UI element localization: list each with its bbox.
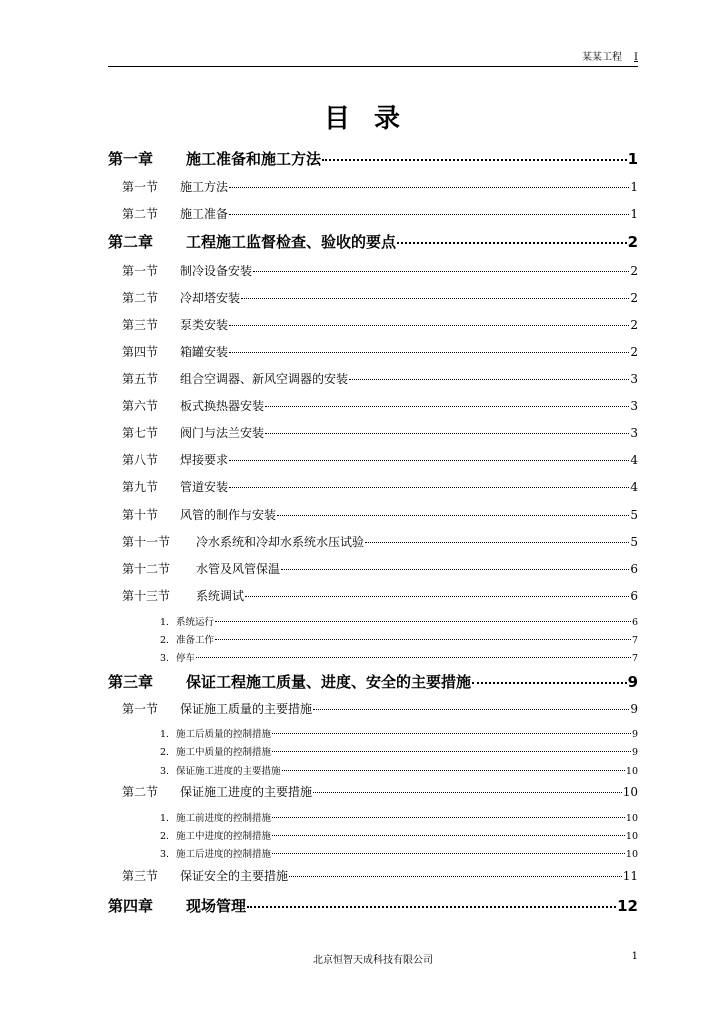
toc-entry-label: 1. [160,617,170,628]
toc-chapter-entry[interactable] [108,231,638,252]
toc-entry-text: 系统调试 [196,589,245,603]
dot-leader [265,405,629,407]
toc-subitem-entry[interactable] [108,810,638,824]
footer-company: 北京恒智天成科技有限公司 [313,955,433,966]
toc-entry-text: 冷却塔安装 [180,291,241,305]
toc-section-entry[interactable] [108,700,638,717]
toc-entry-text: 冷水系统和冷却水系统水压试验 [196,535,365,549]
toc-entry-text: 现场管理 [186,897,247,915]
dot-leader [253,270,629,272]
toc-subitem-entry[interactable] [108,726,638,740]
toc-entry-page: 2 [630,264,638,278]
page-header [108,48,638,67]
toc-section-entry[interactable] [108,205,638,222]
toc-entry-page: 2 [627,233,638,251]
toc-entry-page: 2 [630,318,638,332]
toc-entry-text: 板式换热器安装 [180,399,265,413]
toc-entry-page: 6 [630,562,638,576]
toc-entry-text: 施工中进度的控制措施 [176,831,272,842]
toc-subitem-entry[interactable] [108,650,638,664]
toc-section-entry[interactable] [108,397,638,414]
toc-entry-text: 保证施工进度的主要措施 [176,766,281,777]
toc-section-entry[interactable] [108,867,638,884]
toc-section-entry[interactable] [108,262,638,279]
toc-entry-page: 3 [630,372,638,386]
header-page-number: I [634,52,638,63]
toc-entry-page: 9 [627,673,638,691]
dot-leader [272,816,625,818]
dot-leader [322,158,627,161]
dot-leader [472,681,627,684]
dot-leader [229,324,629,326]
dot-leader [229,213,629,215]
toc-entry-text: 施工准备 [180,207,229,221]
toc-entry-text: 施工准备和施工方法 [186,150,322,168]
toc-entry-text: 制冷设备安装 [180,264,253,278]
toc-section-entry[interactable] [108,560,638,577]
toc-entry-page: 5 [630,508,638,522]
toc-entry-label: 第三节 [122,318,159,332]
toc-subitem-entry[interactable] [108,846,638,860]
toc-entry-page: 10 [625,766,638,777]
toc-entry-label: 第四节 [122,345,159,359]
toc-entry-page: 4 [630,480,638,494]
dot-leader [272,732,631,734]
toc-entry-text: 箱罐安装 [180,345,229,359]
dot-leader [229,351,629,353]
toc-entry-label: 第九节 [122,480,159,494]
toc-entry-text: 保证工程施工质量、进度、安全的主要措施 [186,673,472,691]
toc-entry-label: 第二节 [122,207,159,221]
toc-chapter-entry[interactable] [108,895,638,916]
toc-entry-text: 风管的制作与安装 [180,508,277,522]
dot-leader [397,241,627,244]
toc-section-entry[interactable] [108,478,638,495]
toc-entry-text: 工程施工监督检查、验收的要点 [186,233,397,251]
dot-leader [272,750,631,752]
toc-entry-text: 组合空调器、新风空调器的安装 [180,372,349,386]
toc-entry-label: 第三章 [108,673,154,691]
dot-leader [281,568,629,570]
toc-section-entry[interactable] [108,370,638,387]
toc-entry-label: 1. [160,813,170,824]
toc-entry-label: 第七节 [122,426,159,440]
dot-leader [229,186,629,188]
dot-leader [289,875,622,877]
toc-chapter-entry[interactable] [108,671,638,692]
toc-subitem-entry[interactable] [108,632,638,646]
toc-entry-page: 1 [630,180,638,194]
dot-leader [241,297,629,299]
toc-entry-text: 管道安装 [180,480,229,494]
toc-entry-page: 1 [627,150,638,168]
toc-section-entry[interactable] [108,343,638,360]
toc-entry-page: 4 [630,453,638,467]
toc-entry-text: 施工后质量的控制措施 [176,729,272,740]
toc-entry-page: 2 [630,291,638,305]
dot-leader [349,378,629,380]
toc-entry-label: 第三节 [122,869,159,883]
toc-entry-text: 保证安全的主要措施 [180,869,289,883]
toc-entry-text: 施工后进度的控制措施 [176,849,272,860]
dot-leader [277,514,629,516]
dot-leader [282,769,625,771]
toc-entry-page: 6 [631,617,638,628]
toc-entry-text: 系统运行 [176,617,215,628]
toc-entry-label: 第十节 [122,508,159,522]
toc-entry-text: 水管及风管保温 [196,562,281,576]
toc-entry-text: 泵类安装 [180,318,229,332]
toc-entry-label: 第六节 [122,399,159,413]
toc-entry-page: 9 [630,702,638,716]
toc-section-entry[interactable] [108,178,638,195]
dot-leader [245,595,629,597]
toc-entry-text: 阀门与法兰安装 [180,426,265,440]
toc-entry-label: 第一节 [122,180,159,194]
toc-entry-text: 保证施工进度的主要措施 [180,785,313,799]
toc-entry-label: 2. [160,747,170,758]
toc-title: 目录 [323,104,424,134]
toc-entry-page: 10 [622,785,638,799]
dot-leader [215,638,631,640]
dot-leader [229,459,629,461]
toc-entry-page: 5 [630,535,638,549]
toc-entry-page: 10 [625,813,638,824]
toc-chapter-entry[interactable] [108,148,638,169]
toc-entry-label: 第八节 [122,453,159,467]
toc-entry-label: 第二节 [122,291,159,305]
toc-section-entry[interactable] [108,289,638,306]
toc-entry-page: 9 [631,729,638,740]
dot-leader [272,834,625,836]
dot-leader [196,656,631,658]
toc-section-entry[interactable] [108,533,638,550]
toc-entry-label: 第十二节 [122,562,171,576]
toc-entry-page: 9 [631,747,638,758]
toc-entry-page: 3 [630,399,638,413]
toc-entry-label: 第十三节 [122,589,171,603]
toc-entry-label: 第四章 [108,897,154,915]
toc-entry-text: 保证施工质量的主要措施 [180,702,313,716]
toc-entry-page: 7 [631,635,638,646]
toc-entry-page: 2 [630,345,638,359]
toc-subitem-entry[interactable] [108,614,638,628]
toc-entry-label: 第一章 [108,150,154,168]
dot-leader [215,620,631,622]
toc-entry-page: 3 [630,426,638,440]
toc-subitem-entry[interactable] [108,744,638,758]
toc-entry-page: 6 [630,589,638,603]
dot-leader [229,486,629,488]
dot-leader [272,852,625,854]
toc-entry-text: 施工方法 [180,180,229,194]
dot-leader [313,708,629,710]
dot-leader [313,791,622,793]
toc-section-entry[interactable] [108,506,638,523]
toc-entry-label: 3. [160,766,170,777]
toc-subitem-entry[interactable] [108,828,638,842]
toc-entry-text: 焊接要求 [180,453,229,467]
toc-entry-label: 2. [160,635,170,646]
toc-entry-page: 11 [622,869,638,883]
toc-entry-label: 第一节 [122,264,159,278]
toc-entry-text: 施工中质量的控制措施 [176,747,272,758]
toc-entry-label: 1. [160,729,170,740]
toc-entry-label: 第五节 [122,372,159,386]
toc-entry-page: 7 [631,653,638,664]
toc-entry-label: 第二节 [122,785,159,799]
toc-section-entry[interactable] [108,316,638,333]
toc-entry-text: 施工前进度的控制措施 [176,813,272,824]
toc-section-entry[interactable] [108,783,638,800]
toc-entry-label: 3. [160,849,170,860]
toc-entry-page: 1 [630,207,638,221]
toc-section-entry[interactable] [108,587,638,604]
header-project-name: 某某工程 [582,52,623,63]
toc-entry-page: 12 [617,897,638,915]
toc-section-entry[interactable] [108,451,638,468]
dot-leader [265,432,629,434]
toc-entry-text: 停车 [176,653,196,664]
toc-entry-label: 第二章 [108,233,154,251]
toc-entry-page: 10 [625,831,638,842]
toc-subitem-entry[interactable] [108,763,638,777]
toc-entry-text: 准备工作 [176,635,215,646]
toc-entry-label: 3. [160,653,170,664]
toc-section-entry[interactable] [108,424,638,441]
toc-entry-label: 第一节 [122,702,159,716]
dot-leader [365,541,629,543]
toc-entry-label: 2. [160,831,170,842]
footer-page-number: 1 [631,951,638,962]
toc-entry-label: 第十一节 [122,535,171,549]
toc-entry-page: 10 [625,849,638,860]
dot-leader [247,905,616,908]
